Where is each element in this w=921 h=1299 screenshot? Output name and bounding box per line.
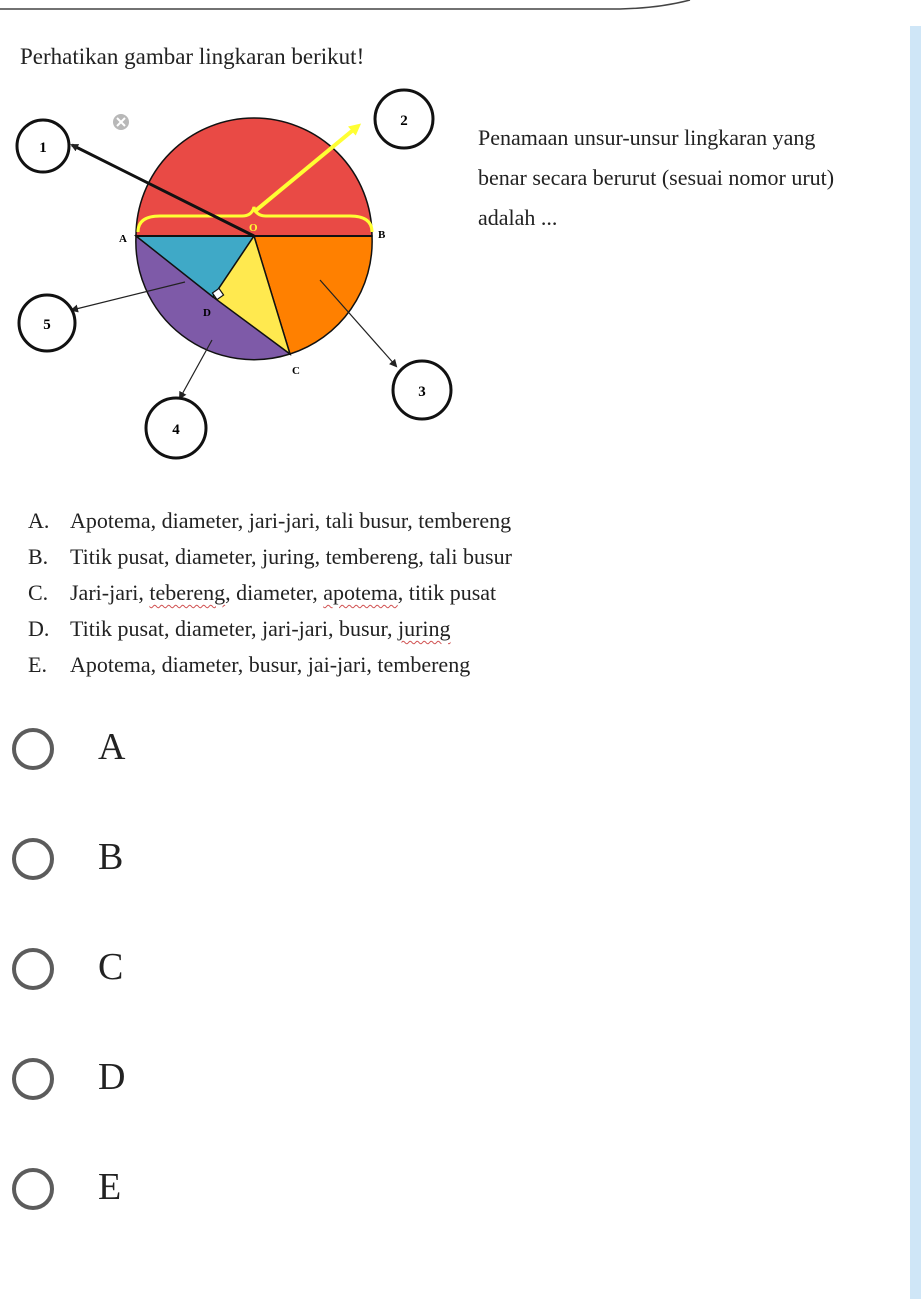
- radio-button[interactable]: [12, 948, 54, 990]
- option-line-a: [28, 503, 512, 539]
- answer-choice-a[interactable]: [12, 728, 312, 788]
- option-text-fragment: Jari-jari,: [70, 580, 150, 605]
- answer-label: E: [98, 1166, 122, 1208]
- answer-label: B: [98, 836, 124, 878]
- answer-label: C: [98, 946, 124, 988]
- option-letter: C.: [28, 580, 49, 605]
- answer-choice-b[interactable]: [12, 838, 312, 898]
- option-line-b: [28, 539, 512, 575]
- option-text: [70, 652, 470, 677]
- option-line-e: [28, 647, 512, 683]
- answer-choice-e[interactable]: [12, 1168, 312, 1228]
- radio-button[interactable]: [12, 1168, 54, 1210]
- answer-label: A: [98, 726, 126, 768]
- question-prompt: Penamaan unsur-unsur lingkaran yang benar secara berurut (sesuai nomor urut) adalah ...: [478, 125, 835, 230]
- option-text: [70, 616, 451, 641]
- option-letter: E.: [28, 652, 47, 677]
- option-text-fragment: Apotema, diameter, busur, jai-jari, tembereng: [70, 652, 471, 677]
- options-list: [28, 503, 512, 683]
- point-b-label: B: [378, 229, 386, 241]
- answer-label: D: [98, 1056, 126, 1098]
- misspelled-word: tebereng: [149, 580, 226, 605]
- point-d-label: D: [203, 307, 211, 319]
- point-o-label: O: [249, 222, 258, 234]
- option-line-c: [28, 575, 512, 611]
- point-c-label: C: [292, 365, 300, 377]
- option-text: [70, 508, 511, 533]
- radio-button[interactable]: [12, 1058, 54, 1100]
- answer-choice-c[interactable]: [12, 948, 312, 1008]
- callout-3-label: 3: [418, 384, 426, 400]
- radio-button[interactable]: [12, 728, 54, 770]
- option-line-d: [28, 611, 512, 647]
- callout-4-label: 4: [172, 422, 180, 438]
- answer-choice-d[interactable]: [12, 1058, 312, 1118]
- top-frame-border: [0, 0, 700, 16]
- callout-5-label: 5: [43, 317, 51, 333]
- option-text-fragment: Apotema, diameter, jari-jari, tali busur, tembereng: [70, 508, 512, 533]
- option-text-fragment: , titik pusat: [397, 580, 497, 605]
- scrollbar-track[interactable]: [910, 26, 921, 1299]
- option-text-fragment: , diameter,: [225, 580, 324, 605]
- option-text: [70, 580, 496, 605]
- option-text-fragment: Titik pusat, diameter, juring, tembereng, tali busur: [70, 544, 512, 569]
- callout-2-label: 2: [400, 113, 408, 129]
- option-letter: D.: [28, 616, 50, 641]
- callout-1-label: 1: [39, 140, 47, 156]
- misspelled-word: juring: [397, 616, 451, 641]
- option-text-fragment: Titik pusat, diameter, jari-jari, busur,: [70, 616, 398, 641]
- option-letter: B.: [28, 544, 49, 569]
- misspelled-word: apotema: [323, 580, 398, 605]
- option-text: [70, 544, 512, 569]
- question-title: Perhatikan gambar lingkaran berikut!: [20, 44, 365, 69]
- radio-button[interactable]: [12, 838, 54, 880]
- point-a-label: A: [119, 233, 127, 245]
- top-half-segment: [136, 118, 372, 236]
- option-letter: A.: [28, 508, 50, 533]
- circle-diagram: [0, 80, 470, 470]
